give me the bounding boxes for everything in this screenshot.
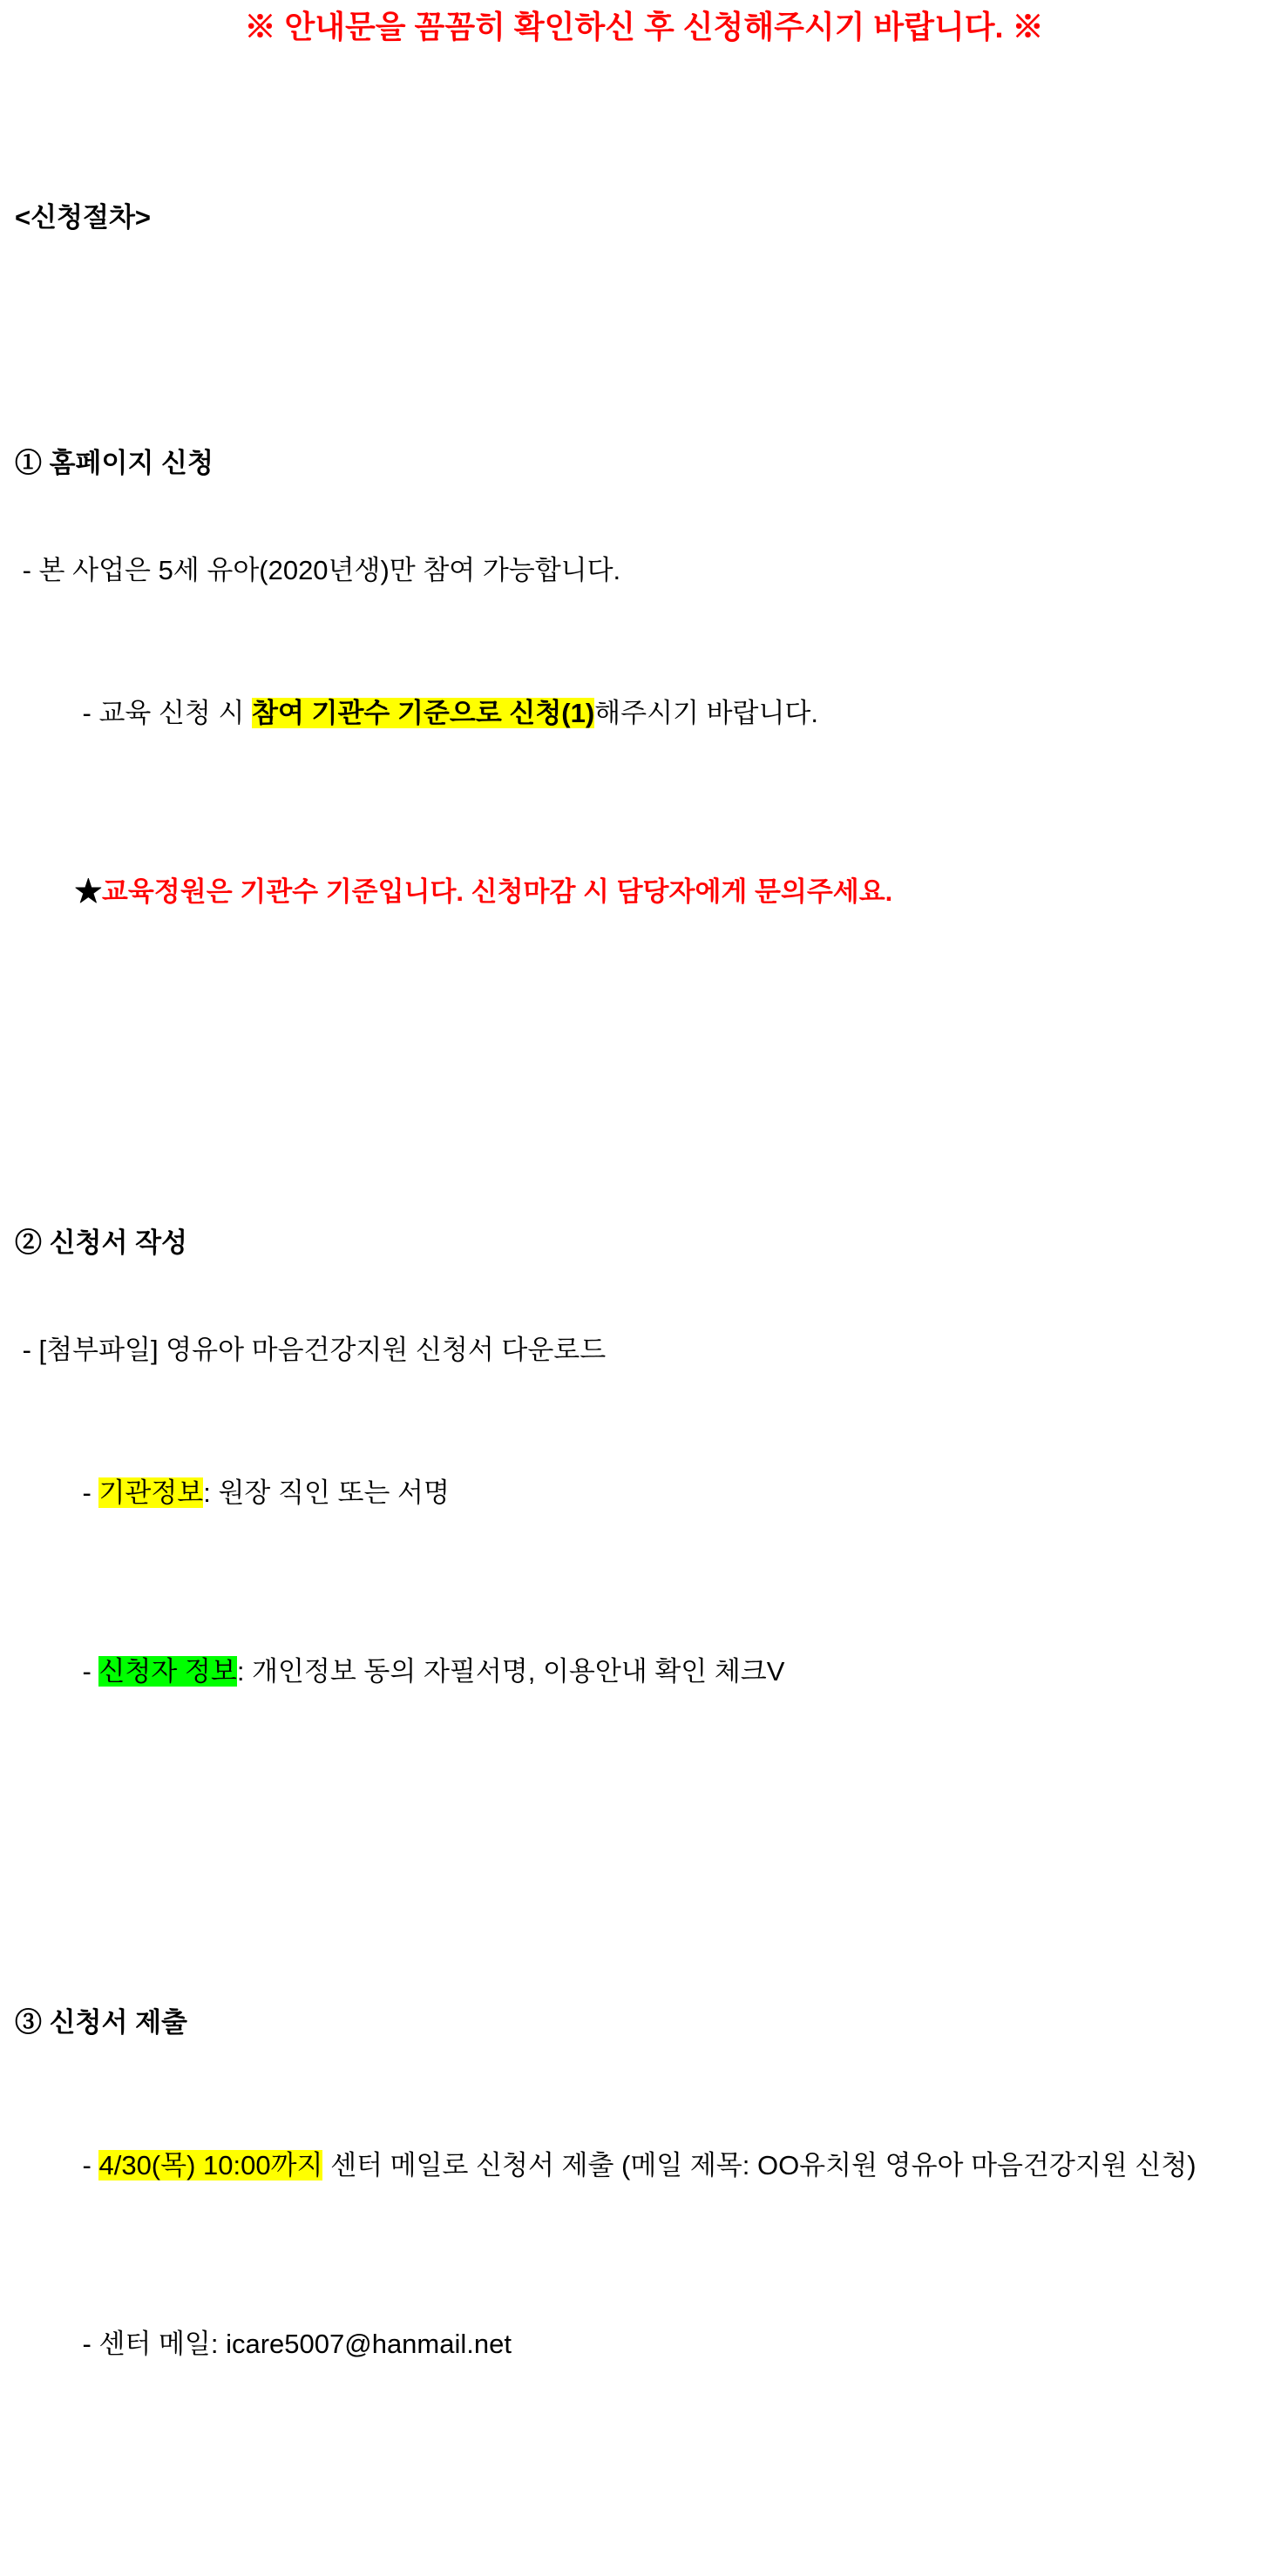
section1-line-apply-basis [15,659,1288,767]
text-segment: - 센터 메일: [74,2329,227,2359]
section3-line-center-email [15,2290,1288,2397]
section1-warning [15,838,1288,945]
section2-line-org-info [15,1439,1288,1546]
text-segment: - [74,1477,99,1508]
highlight-org-info: 기관정보 [98,1477,204,1508]
text-segment: 해주시기 바랍니다. [594,698,818,728]
section2-heading: ② 신청서 작성 [15,1227,187,1258]
text-segment: - [74,1656,99,1687]
section-form-writing [15,1153,1288,1796]
highlight-applicant-info: 신청자 정보 [98,1656,237,1687]
text-segment: 센터 메일로 신청서 제출 (메일 제목: OO유치원 영유아 마음건강지원 신청) [322,2150,1196,2180]
section3-heading: ③ 신청서 제출 [15,2007,187,2038]
section-form-submission [15,1933,1288,2469]
section-homepage-application [15,374,1288,1017]
section2-line-applicant-info [15,1618,1288,1725]
section1-line-eligibility: - 본 사업은 5세 유아(2020년생)만 참여 가능합니다. [15,555,621,585]
text-segment: : 개인정보 동의 자필서명, 이용안내 확인 체크V [236,1656,785,1687]
highlight-deadline: 4/30(목) 10:00까지 [98,2150,323,2180]
section2-line-attachment: - [첨부파일] 영유아 마음건강지원 신청서 다운로드 [15,1335,607,1365]
section3-line-deadline [15,2112,1288,2219]
center-email: icare5007@hanmail.net [226,2329,512,2359]
warning-text: 교육정원은 기관수 기준입니다. 신청마감 시 담당자에게 문의주세요. [101,876,893,907]
text-segment: : 원장 직인 또는 서명 [203,1477,450,1508]
highlight-apply-basis: 참여 기관수 기준으로 신청(1) [252,698,595,728]
page-title: ※ 안내문을 꼼꼼히 확인하신 후 신청해주시기 바랍니다. ※ [244,9,1044,44]
star-icon: ★ [74,876,102,907]
section1-heading: ① 홈페이지 신청 [15,448,214,478]
text-segment: - 교육 신청 시 [74,698,253,728]
notice-body [0,49,1288,2576]
procedure-heading: <신청절차> [15,202,151,233]
text-segment: - [74,2150,99,2180]
